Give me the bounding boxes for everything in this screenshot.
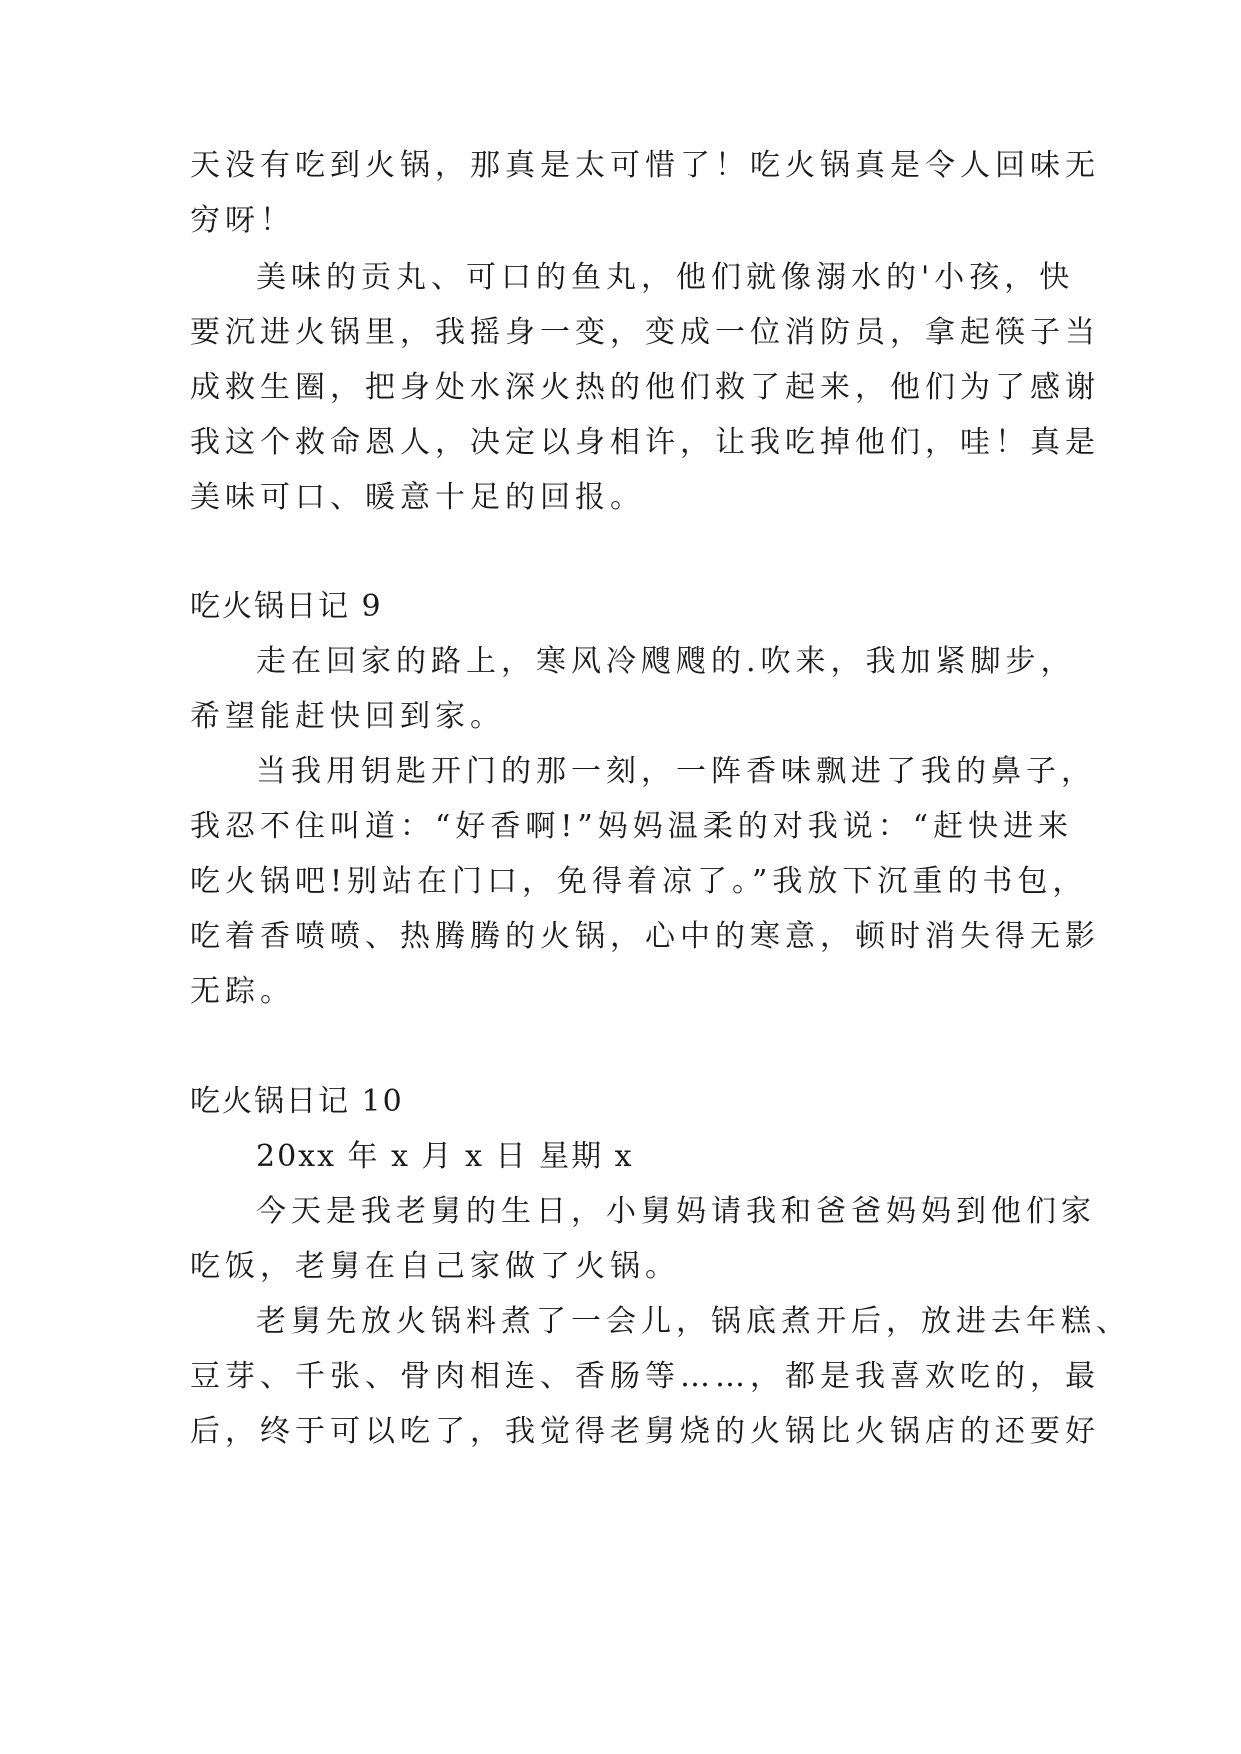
paragraph-start: 当我用钥匙开门的那一刻，一阵香味飘进了我的鼻子， xyxy=(256,754,1096,789)
text-line: 天没有吃到火锅，那真是太可惜了！吃火锅真是令人回味无 xyxy=(190,148,1100,183)
paragraph-start: 老舅先放火锅料煮了一会儿，锅底煮开后，放进去年糕、 xyxy=(256,1304,1131,1339)
text-line: 希望能赶快回到家。 xyxy=(190,699,505,734)
text-line: 成救生圈，把身处水深火热的他们救了起来，他们为了感谢 xyxy=(190,370,1100,405)
paragraph-start: 美味的贡丸、可口的鱼丸，他们就像溺水的'小孩，快 xyxy=(256,260,1075,295)
paragraph-start: 今天是我老舅的生日，小舅妈请我和爸爸妈妈到他们家 xyxy=(256,1194,1096,1229)
section-heading: 吃火锅日记 9 xyxy=(190,589,383,624)
text-line: 要沉进火锅里，我摇身一变，变成一位消防员，拿起筷子当 xyxy=(190,315,1100,350)
text-line: 穷呀！ xyxy=(190,203,295,238)
text-line: 后，终于可以吃了，我觉得老舅烧的火锅比火锅店的还要好 xyxy=(190,1414,1100,1449)
paragraph-start: 走在回家的路上，寒风冷飕飕的.吹来，我加紧脚步， xyxy=(256,644,1076,679)
text-line: 吃饭，老舅在自己家做了火锅。 xyxy=(190,1249,680,1284)
text-line: 无踪。 xyxy=(190,974,295,1009)
text-line: 豆芽、千张、骨肉相连、香肠等……，都是我喜欢吃的，最 xyxy=(190,1359,1100,1394)
text-line: 我忍不住叫道：“好香啊!”妈妈温柔的对我说：“赶快进来 xyxy=(190,809,1074,844)
text-line: 吃着香喷喷、热腾腾的火锅，心中的寒意，顿时消失得无影 xyxy=(190,919,1100,954)
diary-date: 20xx 年 x 月 x 日 星期 x xyxy=(256,1139,634,1174)
text-line: 吃火锅吧!别站在门口，免得着凉了。”我放下沉重的书包， xyxy=(190,864,1088,899)
text-line: 我这个救命恩人，决定以身相许，让我吃掉他们，哇！真是 xyxy=(190,425,1100,460)
section-heading: 吃火锅日记 10 xyxy=(190,1084,404,1119)
text-line: 美味可口、暖意十足的回报。 xyxy=(190,480,645,515)
